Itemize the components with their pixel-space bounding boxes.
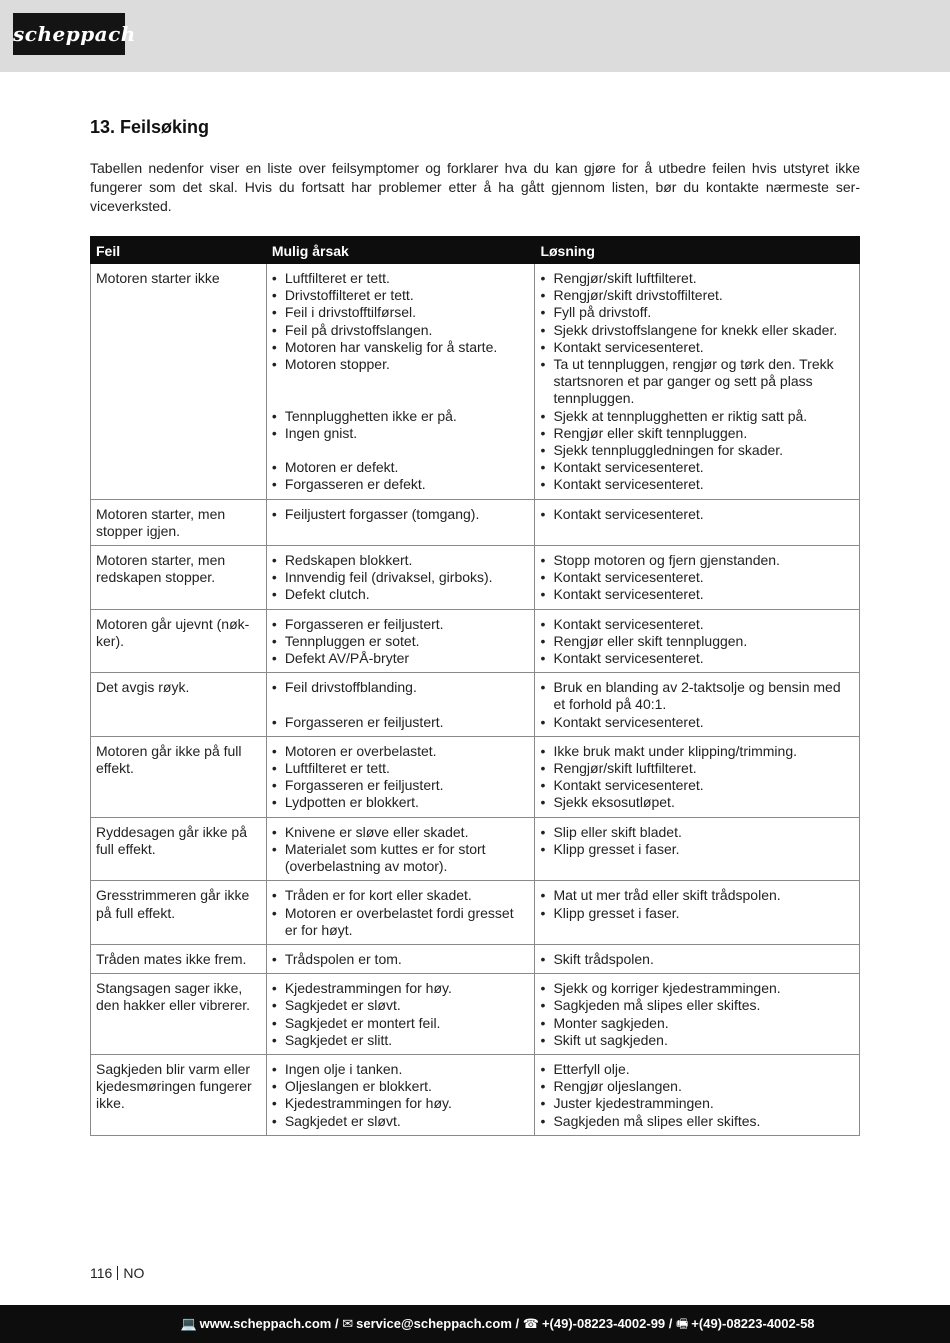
page-number-divider <box>117 1266 118 1280</box>
solution-item: • Stopp motoren og fjern gjenstanden. <box>540 552 854 569</box>
cause-item: • Motoren er overbelastet. <box>272 743 530 760</box>
fault-cell: Sagkjeden blir varm eller kjedesmøringen fungerer ikke. <box>91 1054 267 1135</box>
solution-item: • Rengjør eller skift tennpluggen. <box>540 425 854 442</box>
solution-cell <box>535 974 860 1055</box>
solution-list <box>540 552 854 604</box>
cause-item: • Tråden er for kort eller skadet. <box>272 887 530 904</box>
table-row <box>91 974 860 1055</box>
cause-item: • Feiljustert forgasser (tomgang). <box>272 506 530 523</box>
cause-item: • Defekt AV/PÅ-bryter <box>272 650 530 667</box>
cause-list <box>272 951 530 968</box>
table-row <box>91 546 860 610</box>
table-row <box>91 499 860 545</box>
cause-item: • Knivene er sløve eller skadet. <box>272 824 530 841</box>
cause-list <box>272 552 530 604</box>
solution-item: • Slip eller skift bladet. <box>540 824 854 841</box>
solution-list <box>540 506 854 523</box>
solution-list <box>540 824 854 858</box>
cause-item: • Oljeslangen er blokkert. <box>272 1078 530 1095</box>
footer-email: service@scheppach.com / <box>356 1316 520 1331</box>
solution-item: • Kontakt servicesenteret. <box>540 459 854 476</box>
solution-item: • Mat ut mer tråd eller skift trådspolen. <box>540 887 854 904</box>
cause-list <box>272 679 530 731</box>
cause-cell <box>266 546 535 610</box>
cause-item: • Motoren er overbelastet fordi gresset er for høyt. <box>272 905 530 939</box>
table-header-row <box>91 237 860 264</box>
solution-item: • Klipp gresset i faser. <box>540 841 854 858</box>
cause-item: • Lydpotten er blokkert. <box>272 794 530 811</box>
solution-item: • Ta ut tennpluggen, rengjør og tørk den. Trekk startsnoren et par ganger og sett på plass tennpluggen. <box>540 356 854 408</box>
cause-item: • Feil drivstoffblanding. <box>272 679 530 696</box>
footer-web: www.scheppach.com / <box>199 1316 339 1331</box>
cause-item: • Ingen olje i tanken. <box>272 1061 530 1078</box>
cause-item: • Kjedestrammingen for høy. <box>272 1095 530 1112</box>
solution-item: • Kontakt servicesenteret. <box>540 777 854 794</box>
solution-cell <box>535 673 860 737</box>
solution-item: • Kontakt servicesenteret. <box>540 714 854 731</box>
cause-item: • Luftfilteret er tett. <box>272 270 530 287</box>
solution-list <box>540 951 854 968</box>
solution-list <box>540 1061 854 1130</box>
solution-cell <box>535 499 860 545</box>
solution-item: • Monter sagkjeden. <box>540 1015 854 1032</box>
solution-item: • Juster kjedestrammingen. <box>540 1095 854 1112</box>
solution-list <box>540 887 854 921</box>
table-row <box>91 673 860 737</box>
cause-cell <box>266 974 535 1055</box>
solution-item: • Rengjør/skift luftfilteret. <box>540 270 854 287</box>
cause-list <box>272 1061 530 1130</box>
section-title: 13. Feilsøking <box>90 117 210 137</box>
cause-item: • Ingen gnist. <box>272 425 530 442</box>
cause-list <box>272 506 530 523</box>
fault-cell: Motoren går ikke på full effekt. <box>91 736 267 817</box>
solution-list <box>540 270 854 494</box>
cause-item: • Defekt clutch. <box>272 586 530 603</box>
table-row <box>91 736 860 817</box>
fault-cell: Motoren starter ikke <box>91 264 267 500</box>
computer-icon: 💻 <box>180 1316 197 1331</box>
fault-cell: Ryddesagen går ikke på full effekt. <box>91 817 267 881</box>
cause-cell <box>266 736 535 817</box>
cause-item: • Motoren stopper. <box>272 356 530 373</box>
solution-item: • Kontakt servicesenteret. <box>540 616 854 633</box>
solution-item: • Kontakt servicesenteret. <box>540 476 854 493</box>
solution-item: • Sjekk eksosutløpet. <box>540 794 854 811</box>
solution-cell <box>535 609 860 673</box>
solution-item: • Klipp gresset i faser. <box>540 905 854 922</box>
page-number-value: 116 <box>90 1265 113 1281</box>
solution-item: • Bruk en blanding av 2-taktsolje og bensin med et forhold på 40:1. <box>540 679 854 713</box>
solution-item: • Sagkjeden må slipes eller skiftes. <box>540 1113 854 1130</box>
solution-cell <box>535 264 860 500</box>
solution-cell <box>535 944 860 973</box>
cause-item: • Redskapen blokkert. <box>272 552 530 569</box>
solution-item: • Kontakt servicesenteret. <box>540 586 854 603</box>
table-row <box>91 1054 860 1135</box>
cause-item: • Feil på drivstoffslangen. <box>272 322 530 339</box>
cause-item: • Forgasseren er feiljustert. <box>272 714 530 731</box>
cause-cell <box>266 673 535 737</box>
list-spacer <box>272 442 530 459</box>
header-solution: Løsning <box>535 237 860 264</box>
solution-cell <box>535 817 860 881</box>
cause-item: • Feil i drivstofftilførsel. <box>272 304 530 321</box>
solution-item: • Sagkjeden må slipes eller skiftes. <box>540 997 854 1014</box>
intro-paragraph: Tabellen nedenfor viser en liste over feilsymptomer og forklarer hva du kan gjøre for å utbedre feilen hvis utstyret ikke fungerer som det skal. Hvis du fortsatt har problemer etter å ha gått gjennom listen, bør du kontakte nærmeste ser-viceverksted. <box>90 160 860 214</box>
cause-item: • Materialet som kuttes er for stort (overbelastning av motor). <box>272 841 530 875</box>
cause-item: • Sagkjedet er montert feil. <box>272 1015 530 1032</box>
table-row <box>91 264 860 500</box>
solution-item: • Etterfyll olje. <box>540 1061 854 1078</box>
cause-cell <box>266 1054 535 1135</box>
cause-list <box>272 270 530 494</box>
cause-cell <box>266 609 535 673</box>
cause-item: • Forgasseren er defekt. <box>272 476 530 493</box>
solution-item: • Sjekk og korriger kjedestrammingen. <box>540 980 854 997</box>
cause-item: • Drivstoffilteret er tett. <box>272 287 530 304</box>
solution-cell <box>535 736 860 817</box>
table-row <box>91 944 860 973</box>
list-spacer <box>272 373 530 390</box>
footer-phone: +(49)-08223-4002-99 / <box>541 1316 673 1331</box>
table-body <box>91 264 860 1136</box>
list-spacer <box>272 390 530 407</box>
cause-item: • Forgasseren er feiljustert. <box>272 616 530 633</box>
solution-list <box>540 980 854 1049</box>
fax-icon: 🖷 <box>676 1316 689 1331</box>
cause-item: • Kjedestrammingen for høy. <box>272 980 530 997</box>
solution-item: • Kontakt servicesenteret. <box>540 506 854 523</box>
fault-cell: Det avgis røyk. <box>91 673 267 737</box>
page-number <box>90 1265 144 1281</box>
cause-cell <box>266 881 535 945</box>
solution-cell <box>535 881 860 945</box>
cause-cell <box>266 499 535 545</box>
solution-item: • Ikke bruk makt under klipping/trimming. <box>540 743 854 760</box>
fault-cell: Gresstrimmeren går ikke på full effekt. <box>91 881 267 945</box>
solution-item: • Rengjør/skift drivstoffilteret. <box>540 287 854 304</box>
fault-cell: Tråden mates ikke frem. <box>91 944 267 973</box>
page-header <box>0 0 950 72</box>
cause-item: • Forgasseren er feiljustert. <box>272 777 530 794</box>
solution-item: • Kontakt servicesenteret. <box>540 339 854 356</box>
footer-fax: +(49)-08223-4002-58 <box>691 1316 815 1331</box>
solution-item: • Rengjør eller skift tennpluggen. <box>540 633 854 650</box>
solution-item: • Rengjør/skift luftfilteret. <box>540 760 854 777</box>
table-row <box>91 609 860 673</box>
cause-cell <box>266 264 535 500</box>
solution-item: • Skift ut sagkjeden. <box>540 1032 854 1049</box>
fault-cell: Motoren starter, men redskapen stopper. <box>91 546 267 610</box>
header-cause: Mulig årsak <box>266 237 535 264</box>
phone-icon: ☎ <box>522 1316 539 1331</box>
table-row <box>91 881 860 945</box>
mail-icon: ✉ <box>342 1316 354 1331</box>
solution-item: • Rengjør oljeslangen. <box>540 1078 854 1095</box>
fault-cell: Stangsagen sager ikke, den hakker eller vibrerer. <box>91 974 267 1055</box>
list-spacer <box>272 696 530 713</box>
cause-list <box>272 887 530 939</box>
cause-item: • Tennpluggen er sotet. <box>272 633 530 650</box>
solution-list <box>540 743 854 812</box>
solution-item: • Kontakt servicesenteret. <box>540 650 854 667</box>
solution-list <box>540 679 854 731</box>
cause-list <box>272 980 530 1049</box>
cause-item: • Sagkjedet er sløvt. <box>272 997 530 1014</box>
cause-list <box>272 824 530 876</box>
solution-item: • Kontakt servicesenteret. <box>540 569 854 586</box>
page-language: NO <box>123 1265 145 1281</box>
page-footer <box>0 1305 950 1343</box>
solution-cell <box>535 1054 860 1135</box>
cause-item: • Motoren er defekt. <box>272 459 530 476</box>
solution-item: • Skift trådspolen. <box>540 951 854 968</box>
solution-item: • Sjekk tennpluggledningen for skader. <box>540 442 854 459</box>
cause-item: • Motoren har vanskelig for å starte. <box>272 339 530 356</box>
cause-item: • Sagkjedet er slitt. <box>272 1032 530 1049</box>
solution-item: • Sjekk drivstoffslangene for knekk eller skader. <box>540 322 854 339</box>
solution-item: • Sjekk at tennplugghetten er riktig satt på. <box>540 408 854 425</box>
fault-cell: Motoren går ujevnt (nøk-ker). <box>91 609 267 673</box>
header-fault: Feil <box>91 237 267 264</box>
fault-cell: Motoren starter, men stopper igjen. <box>91 499 267 545</box>
cause-list <box>272 743 530 812</box>
troubleshooting-table <box>90 236 860 1136</box>
cause-item: • Trådspolen er tom. <box>272 951 530 968</box>
solution-cell <box>535 546 860 610</box>
cause-item: • Sagkjedet er sløvt. <box>272 1113 530 1130</box>
cause-cell <box>266 817 535 881</box>
scheppach-logo: scheppach <box>13 13 125 55</box>
solution-list <box>540 616 854 668</box>
cause-item: • Luftfilteret er tett. <box>272 760 530 777</box>
cause-cell <box>266 944 535 973</box>
cause-item: • Tennplugghetten ikke er på. <box>272 408 530 425</box>
solution-item: • Fyll på drivstoff. <box>540 304 854 321</box>
cause-list <box>272 616 530 668</box>
table-row <box>91 817 860 881</box>
cause-item: • Innvendig feil (drivaksel, girboks). <box>272 569 530 586</box>
